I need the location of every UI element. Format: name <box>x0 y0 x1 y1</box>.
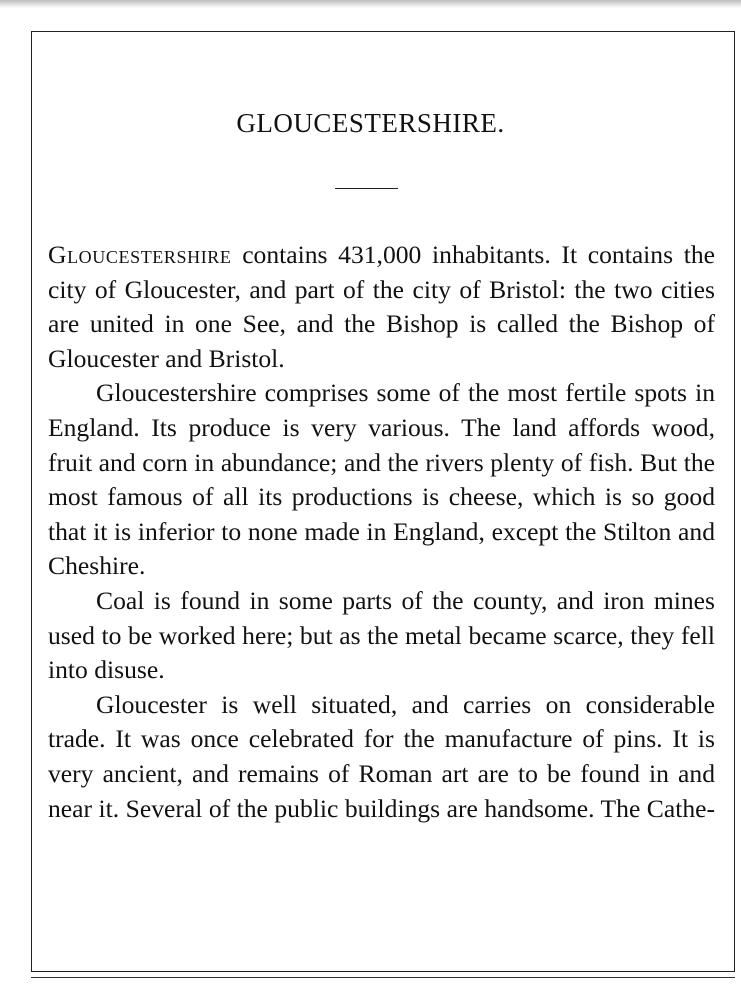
paragraph-4: Gloucester is well situated, and carries on considerable trade. It was once celebrated for the manufacture of pins. It is very ancient, and remains of Roman art are to be found in and near it. Several of the public buildings are handsome. The Cathe- <box>48 689 715 823</box>
page-top-edge <box>0 0 741 8</box>
paragraph-1-lead: Gloucestershire <box>48 240 232 269</box>
paragraph-2: Gloucestershire comprises some of the most fertile spots in England. Its produce is very various. The land affords wood, fruit and corn in abundance; and the rivers plenty of fish. But the most famous of all its productions is cheese, which is so good that it is inferior to none made in England, except the Stilton and Cheshire. <box>48 378 715 581</box>
paragraph-1-text: contains 431,000 inhabitants. It contains the city of Gloucester, and part of the city of Bristol: the two cities are united in one See, and the Bishop is called the Bishop of Gloucester and Bristol. <box>48 240 715 373</box>
paragraph-3: Coal is found in some parts of the county, and iron mines used to be worked here; but as the metal became scarce, they fell into disuse. <box>48 585 715 685</box>
page-bottom-rule <box>31 977 735 978</box>
paragraph-1 <box>48 238 715 376</box>
body-text <box>48 238 715 826</box>
page-title: GLOUCESTERSHIRE. <box>236 108 505 138</box>
title-divider <box>335 188 398 189</box>
